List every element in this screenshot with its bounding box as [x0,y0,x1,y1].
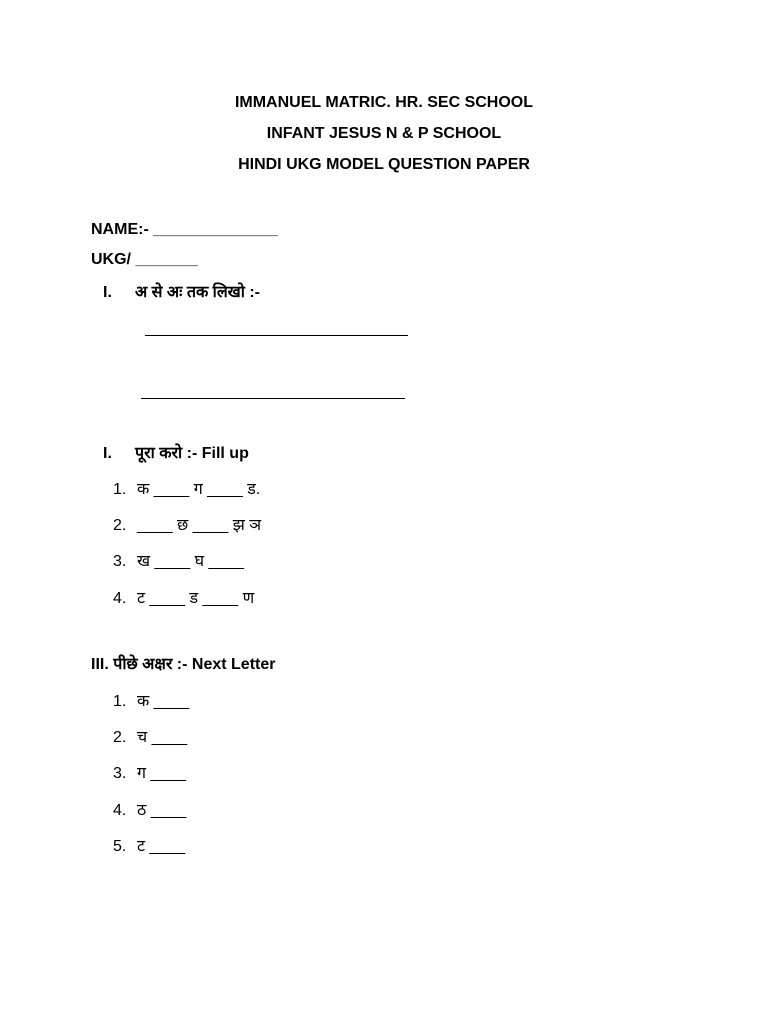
item-number: 2. [113,729,127,746]
fill-up-item [113,516,261,536]
next-letter-item [113,728,187,748]
item-number: 3. [113,553,127,570]
section-2-title: पूरा करो :- Fill up [135,445,249,462]
next-letter-item [113,801,186,821]
next-letter-item [113,692,189,712]
writing-blank-line-2 [141,398,405,399]
section-2-number: I. [103,445,112,462]
item-text: च ____ [137,729,188,746]
item-number: 1. [113,693,127,710]
school-name: IMMANUEL MATRIC. HR. SEC SCHOOL [234,94,534,111]
item-text: क ____ [137,693,190,710]
section-2-heading [103,444,249,464]
item-number: 1. [113,481,127,498]
paper-title: HINDI UKG MODEL QUESTION PAPER [238,156,530,173]
class-field-label: UKG/ _______ [91,251,198,268]
section-1-title: अ से अः तक लिखो :- [135,284,261,301]
item-number: 5. [113,838,127,855]
item-text: क ____ ग ____ ड. [137,481,261,498]
fill-up-item [113,552,244,572]
writing-blank-line-1 [145,335,408,336]
item-text: ख ____ घ ____ [137,553,245,570]
item-text: ____ छ ____ झ ञ [137,517,262,534]
item-number: 4. [113,590,127,607]
item-text: ग ____ [137,765,187,782]
fill-up-item [113,480,260,500]
item-text: ट ____ [137,838,186,855]
item-text: ठ ____ [137,802,187,819]
item-number: 2. [113,517,127,534]
next-letter-item [113,764,186,784]
item-number: 4. [113,802,127,819]
section-1-heading [103,283,260,303]
name-field-label: NAME:- ______________ [91,221,278,238]
item-number: 3. [113,765,127,782]
item-text: ट ____ ड ____ ण [137,590,255,607]
school-subtitle: INFANT JESUS N & P SCHOOL [266,125,502,142]
fill-up-item [113,589,254,609]
section-3-heading: III. पीछे अक्षर :- Next Letter [91,656,276,673]
next-letter-item [113,837,185,857]
section-1-number: I. [103,284,112,301]
